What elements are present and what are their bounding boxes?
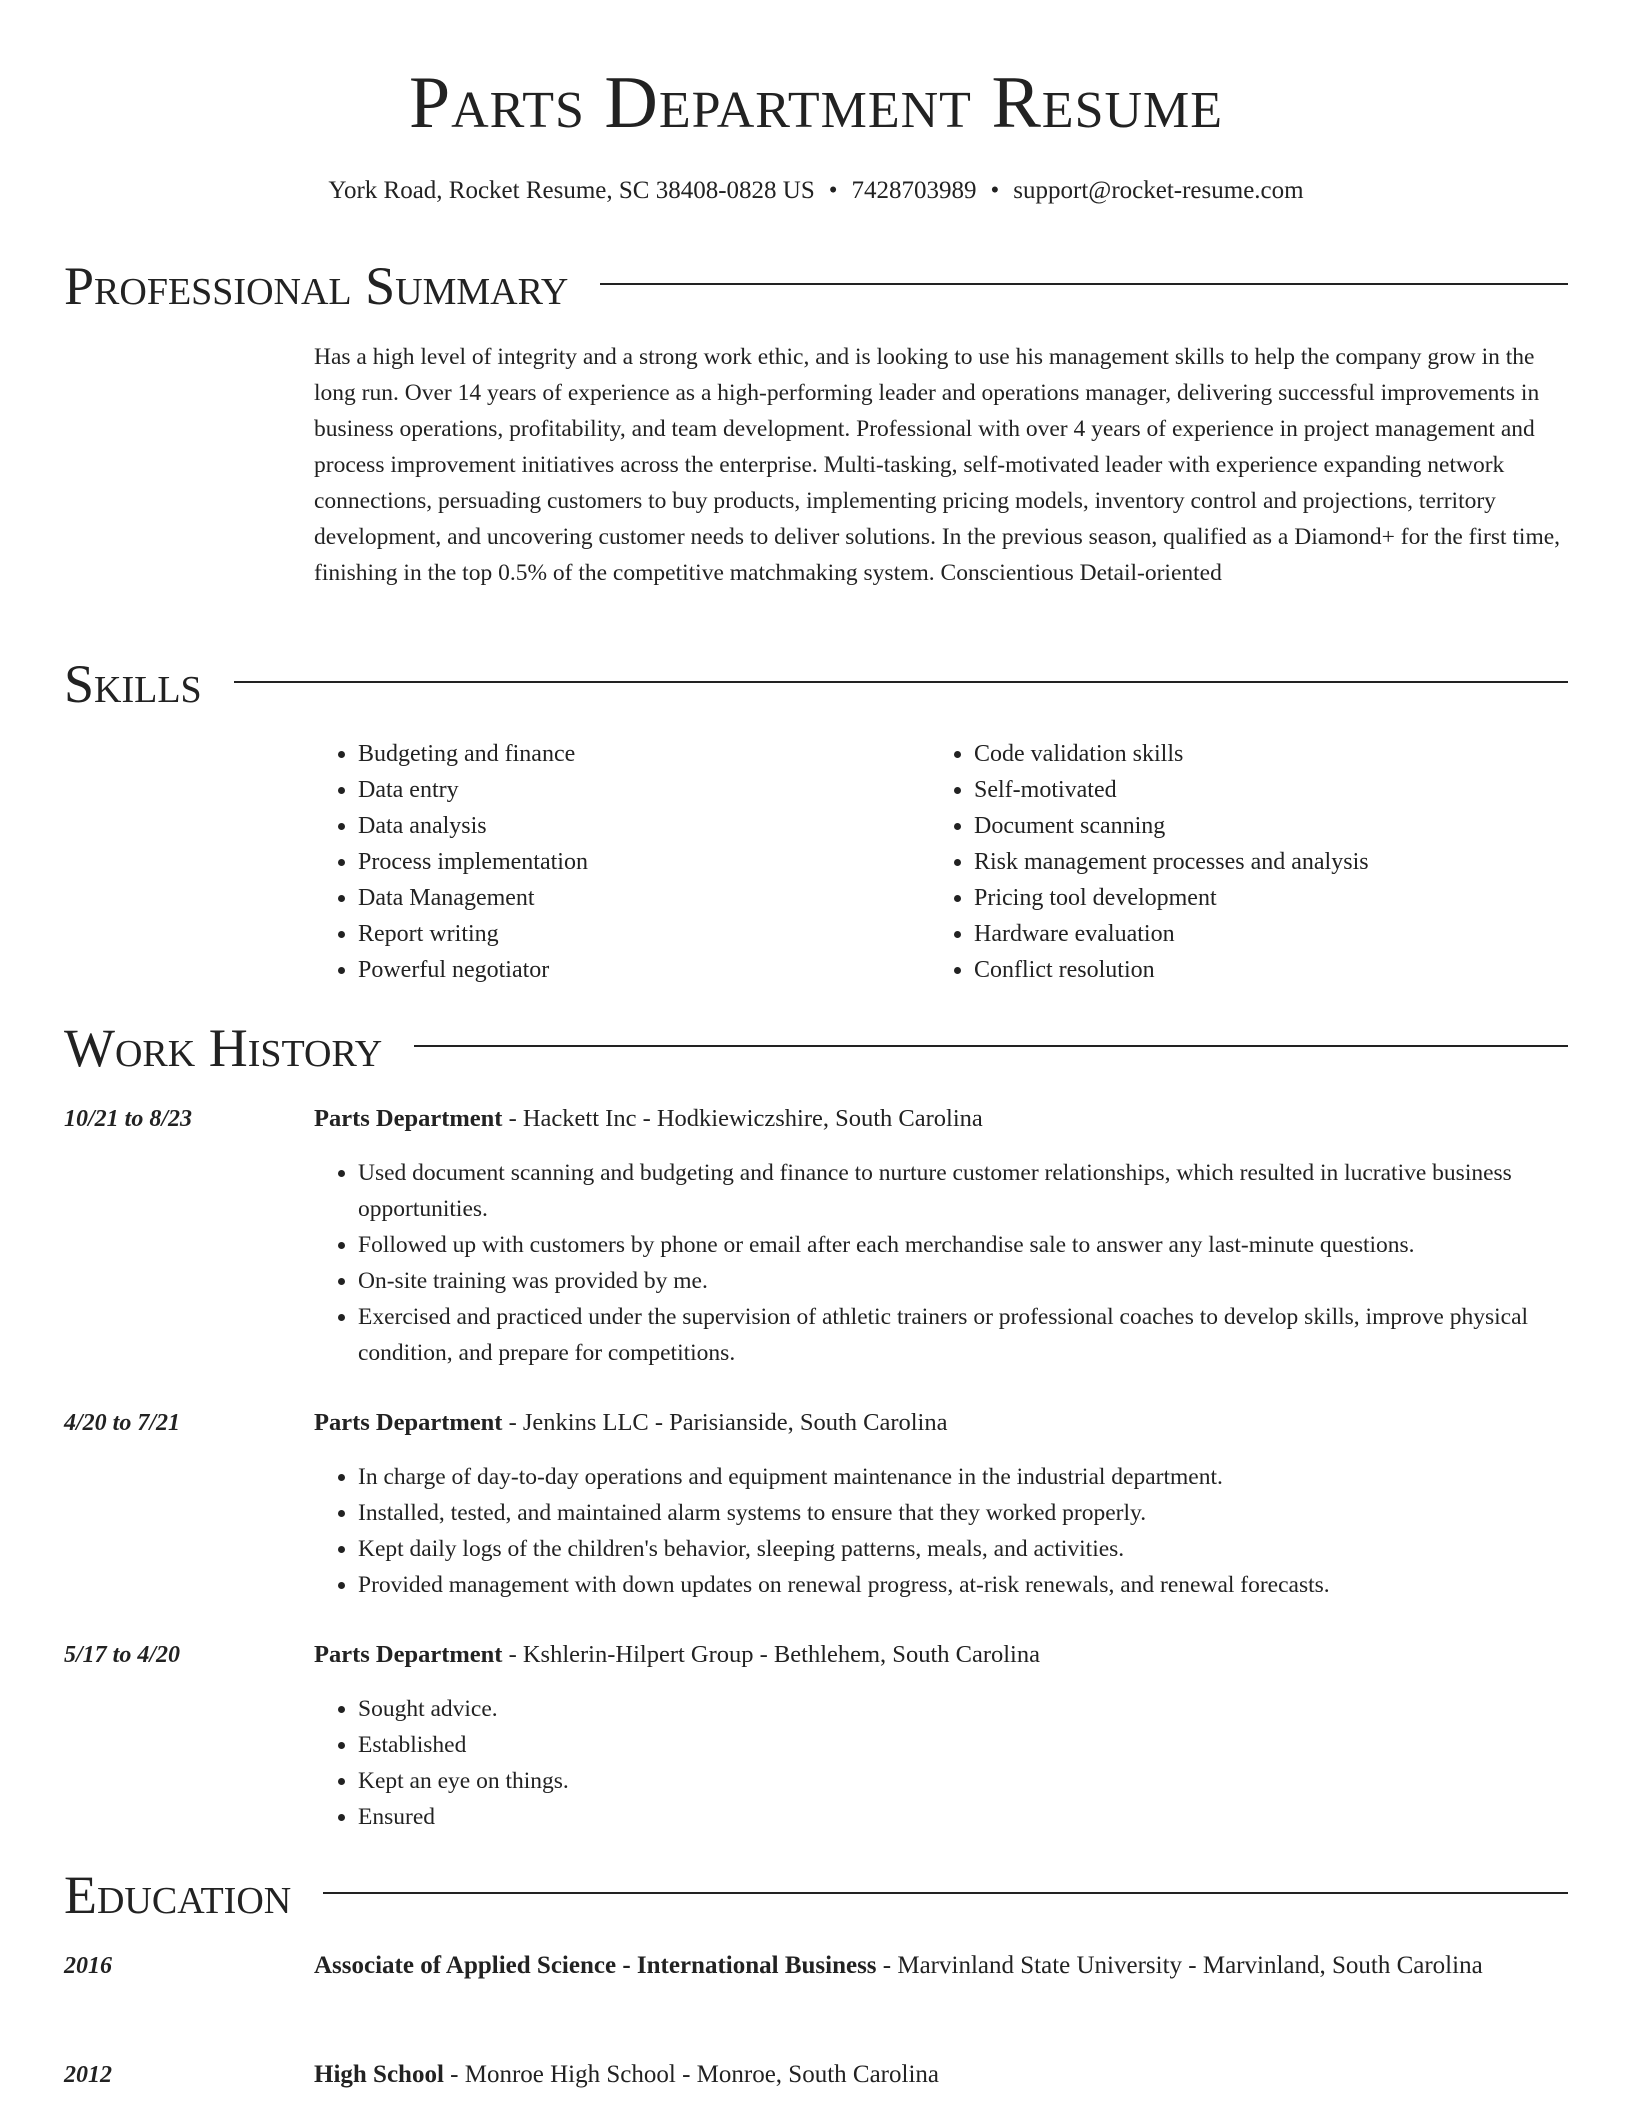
contact-line (0, 174, 1632, 208)
job-duty: • In charge of day-to-day operations and equipment maintenance in the industrial department. (358, 1459, 1564, 1495)
job-role: Parts Department (314, 1409, 503, 1436)
skill-item: • Self-motivated (974, 772, 1574, 808)
job-duty: • Provided management with down updates on renewal progress, at-risk renewals, and renewal forecasts. (358, 1567, 1564, 1603)
education-degree: Associate of Applied Science - International Business (314, 1952, 877, 1979)
skill-item: • Budgeting and finance (358, 736, 918, 772)
job-duty: • Used document scanning and budgeting and finance to nurture customer relationships, which resulted in lucrative business opportunities. (358, 1155, 1564, 1227)
education-details (314, 1946, 1494, 1986)
section-title-work: Work History (64, 1018, 383, 1078)
job-duty: • Established (358, 1727, 1564, 1763)
skill-item: • Risk management processes and analysis (974, 844, 1574, 880)
skill-item: • Conflict resolution (974, 952, 1574, 988)
job-duties (314, 1459, 1564, 1603)
job-duties (314, 1691, 1564, 1835)
contact-phone: 7428703989 (851, 177, 977, 204)
section-divider (414, 1045, 1568, 1047)
contact-separator: • (828, 177, 838, 204)
education-year: 2012 (64, 2062, 112, 2088)
section-header-summary (64, 254, 1568, 318)
section-divider (323, 1892, 1568, 1894)
skill-item: • Report writing (358, 916, 918, 952)
job-duty: • On-site training was provided by me. (358, 1263, 1564, 1299)
job-duty: • Sought advice. (358, 1691, 1564, 1727)
job-company-location: - Hackett Inc - Hodkiewiczshire, South Carolina (502, 1105, 983, 1132)
skill-item: • Process implementation (358, 844, 918, 880)
skill-item: • Document scanning (974, 808, 1574, 844)
job-duty: • Installed, tested, and maintained alarm systems to ensure that they worked properly. (358, 1495, 1564, 1531)
job-heading (314, 1405, 1570, 1441)
section-divider (234, 681, 1568, 683)
skill-item: • Pricing tool development (974, 880, 1574, 916)
contact-address: York Road, Rocket Resume, SC 38408-0828 US (328, 177, 815, 204)
skill-item: • Data entry (358, 772, 918, 808)
resume-title: Parts Department Resume (408, 62, 1224, 144)
education-school-location: - Monroe High School - Monroe, South Carolina (443, 2061, 939, 2088)
section-header-work (64, 1016, 1568, 1080)
job-duty: • Kept an eye on things. (358, 1763, 1564, 1799)
job-heading (314, 1101, 1570, 1137)
contact-separator: • (990, 177, 1000, 204)
skill-item: • Code validation skills (974, 736, 1574, 772)
job-role: Parts Department (314, 1105, 503, 1132)
skill-item: • Powerful negotiator (358, 952, 918, 988)
skill-item: • Hardware evaluation (974, 916, 1574, 952)
skill-item: • Data analysis (358, 808, 918, 844)
education-school-location: - Marvinland State University - Marvinland, South Carolina (876, 1952, 1483, 1979)
job-duty: • Ensured (358, 1799, 1564, 1835)
education-year: 2016 (64, 1953, 112, 1979)
job-duty: • Exercised and practiced under the supervision of athletic trainers or professional coaches to develop skills, improve physical condition, and prepare for competitions. (358, 1299, 1564, 1371)
job-role: Parts Department (314, 1641, 503, 1668)
education-details (314, 2055, 1494, 2095)
job-company-location: - Kshlerin-Hilpert Group - Bethlehem, South Carolina (502, 1641, 1040, 1668)
education-degree: High School (314, 2061, 444, 2088)
section-title-education: Education (64, 1865, 292, 1925)
job-company-location: - Jenkins LLC - Parisianside, South Carolina (502, 1409, 948, 1436)
section-divider (600, 283, 1568, 285)
section-header-education (64, 1863, 1568, 1927)
skills-list-left (314, 736, 918, 988)
summary-text: Has a high level of integrity and a strong work ethic, and is looking to use his management skills to help the company grow in the long run. Over 14 years of experience as a high-performing leader and operations manager, delivering successful improvements in business operations, profitability, and team development. Professional with over 4 years of experience in project management and process improvement initiatives across the enterprise. Multi-tasking, self-motivated leader with experience expanding network connections, persuading customers to buy products, implementing pricing models, inventory control and projections, territory development, and uncovering customer needs to deliver solutions. In the previous season, qualified as a Diamond+ for the first time, finishing in the top 0.5% of the competitive matchmaking system. Conscientious Detail-oriented (314, 344, 1561, 586)
job-heading (314, 1637, 1570, 1673)
job-duties (314, 1155, 1564, 1371)
section-title-summary: Professional Summary (64, 256, 569, 316)
job-duty: • Kept daily logs of the children's behavior, sleeping patterns, meals, and activities. (358, 1531, 1564, 1567)
job-duty: • Followed up with customers by phone or email after each merchandise sale to answer any last-minute questions. (358, 1227, 1564, 1263)
skills-list-right (930, 736, 1574, 988)
section-header-skills (64, 652, 1568, 716)
job-dates: 10/21 to 8/23 (64, 1106, 193, 1132)
section-title-skills: Skills (64, 654, 202, 714)
job-dates: 4/20 to 7/21 (64, 1410, 181, 1436)
job-dates: 5/17 to 4/20 (64, 1642, 181, 1668)
skill-item: • Data Management (358, 880, 918, 916)
contact-email: support@rocket-resume.com (1013, 177, 1304, 204)
